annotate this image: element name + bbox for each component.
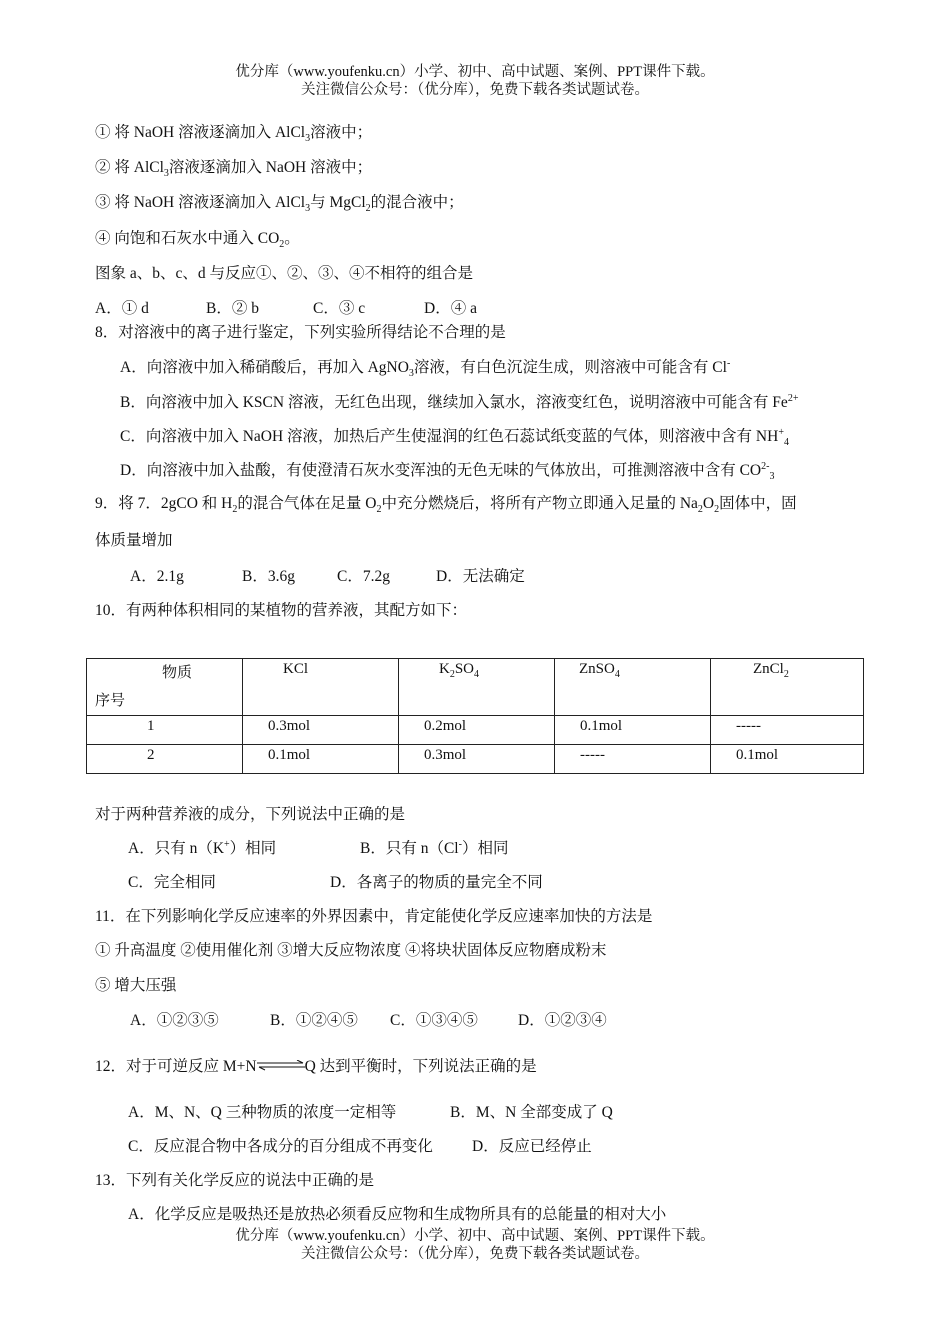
q7-option-b: B．② b [206,300,259,317]
table-col-header: ZnCl$_2$ [711,659,864,716]
header-line-2: 关注微信公众号：（优分库），免费下载各类试题试卷。 [301,82,649,98]
q10-option-a: A．只有 n（K+）相同 [128,838,277,857]
q13-option-a: A．化学反应是吸热还是放热必须看反应物和生成物所具有的总能量的相对大小 [128,1206,667,1223]
table-col-header: $K_2SO_4$ [399,659,555,716]
q11-option-d: D．①②③④ [518,1012,607,1029]
table-cell: 2 [87,745,243,774]
table-row [87,745,864,774]
q13-stem: 13．下列有关化学反应的说法中正确的是 [95,1172,375,1189]
q8-option-a: A．向溶液中加入稀硝酸后，再加入 AgNO$_3$溶液，有白色沉淀生成，则溶液中可能含有 Cl- [120,357,731,380]
table-cell: 0.3mol [399,745,555,774]
q8-option-b: B．向溶液中加入 KSCN 溶液，无红色出现，继续加入氯水，溶液变红色，说明溶液中可能含有 $Fe^{2+}$ [120,392,799,411]
q10-option-c: C．完全相同 [128,874,216,891]
q7-reaction-2: ② 将 AlCl$_3$溶液逐滴加入 NaOH 溶液中； [95,159,373,180]
q10-question: 对于两种营养液的成分，下列说法中正确的是 [95,806,406,823]
q9-stem-line-2: 体质量增加 [95,532,173,549]
q12-option-b: B．M、N 全部变成了 Q [450,1104,613,1121]
header-line-1: 优分库（www.youfenku.cn）小学、初中、高中试题、案例、PPT课件下载。 [235,64,715,80]
table-cell: ----- [711,716,864,745]
table-row [87,716,864,745]
q7-option-a: A．① d [95,300,149,317]
q11-option-b: B．①②④⑤ [270,1012,358,1029]
q8-stem: 8．对溶液中的离子进行鉴定，下列实验所得结论不合理的是 [95,324,506,341]
q9-option-b: B．3.6g [242,568,295,585]
q11-methods-line-1: ① 升高温度 ②使用催化剂 ③增大反应物浓度 ④将块状固体反应物磨成粉末 [95,942,607,959]
table-cell: 1 [87,716,243,745]
q7-reaction-1: ① 将 NaOH 溶液逐滴加入 AlCl$_3$溶液中； [95,124,373,145]
table-cell: 0.2mol [399,716,555,745]
q10-stem: 10．有两种体积相同的某植物的营养液，其配方如下： [95,602,468,619]
q11-stem: 11．在下列影响化学反应速率的外界因素中，肯定能使化学反应速率加快的方法是 [95,908,653,925]
table-col-header: ZnSO$_4$ [555,659,711,716]
q9-option-c: C．7.2g [337,568,390,585]
header-substance-label: 物质 [162,665,193,681]
q7-reaction-4: ④ 向饱和石灰水中通入 $CO_2$。 [95,230,300,251]
table-header-corner [87,659,243,716]
table-cell: 0.3mol [243,716,399,745]
q10-option-b: B．只有 n（Cl-）相同 [360,838,509,857]
q11-option-a: A．①②③⑤ [130,1012,219,1029]
table-cell: 0.1mol [711,745,864,774]
footer-line-2: 关注微信公众号：（优分库），免费下载各类试题试卷。 [301,1246,649,1262]
nutrient-table [86,658,864,774]
q7-option-d: D．④ a [424,300,477,317]
q11-option-c: C．①③④⑤ [390,1012,478,1029]
table-col-header: KCl [243,659,399,716]
q12-option-a: A．M、N、Q 三种物质的浓度一定相等 [128,1104,397,1121]
q11-methods-line-2: ⑤ 增大压强 [95,977,177,994]
q9-option-a: A．2.1g [130,568,184,585]
table-cell: 0.1mol [555,716,711,745]
q7-option-c: C．③ c [313,300,366,317]
footer-line-1: 优分库（www.youfenku.cn）小学、初中、高中试题、案例、PPT课件下载。 [235,1228,715,1244]
q9-stem: 9．将 7．2gCO 和 $H_2$的混合气体在足量 $O_2$中充分燃烧后，将所有产物立即通入足量的 $Na_2O_2$固体中，固 [95,495,797,516]
header-number-label: 序号 [95,693,126,709]
q12-option-c: C．反应混合物中各成分的百分组成不再变化 [128,1138,433,1155]
table-cell: 0.1mol [243,745,399,774]
q7-reaction-3: ③ 将 NaOH 溶液逐滴加入 AlCl$_3$与 MgCl$_2$的混合液中； [95,194,464,215]
table-cell: ----- [555,745,711,774]
equilibrium-arrow-icon [257,1062,305,1072]
q8-option-c: C．向溶液中加入 NaOH 溶液，加热后产生使湿润的红色石蕊试纸变蓝的气体，则溶液中含有 $NH^+_4$ [120,426,789,449]
q7-stem: 图象 a、b、c、d 与反应①、②、③、④不相符的组合是 [95,265,474,282]
q12-option-d: D．反应已经停止 [472,1138,592,1155]
q8-option-d: D．向溶液中加入盐酸，有使澄清石灰水变浑浊的无色无味的气体放出，可推测溶液中含有 $CO^{2-}_3$ [120,460,775,483]
q12-stem: 12．对于可逆反应 M+N Q 达到平衡时，下列说法正确的是 [95,1058,537,1075]
q10-option-d: D．各离子的物质的量完全不同 [330,874,543,891]
q9-option-d: D．无法确定 [436,568,525,585]
